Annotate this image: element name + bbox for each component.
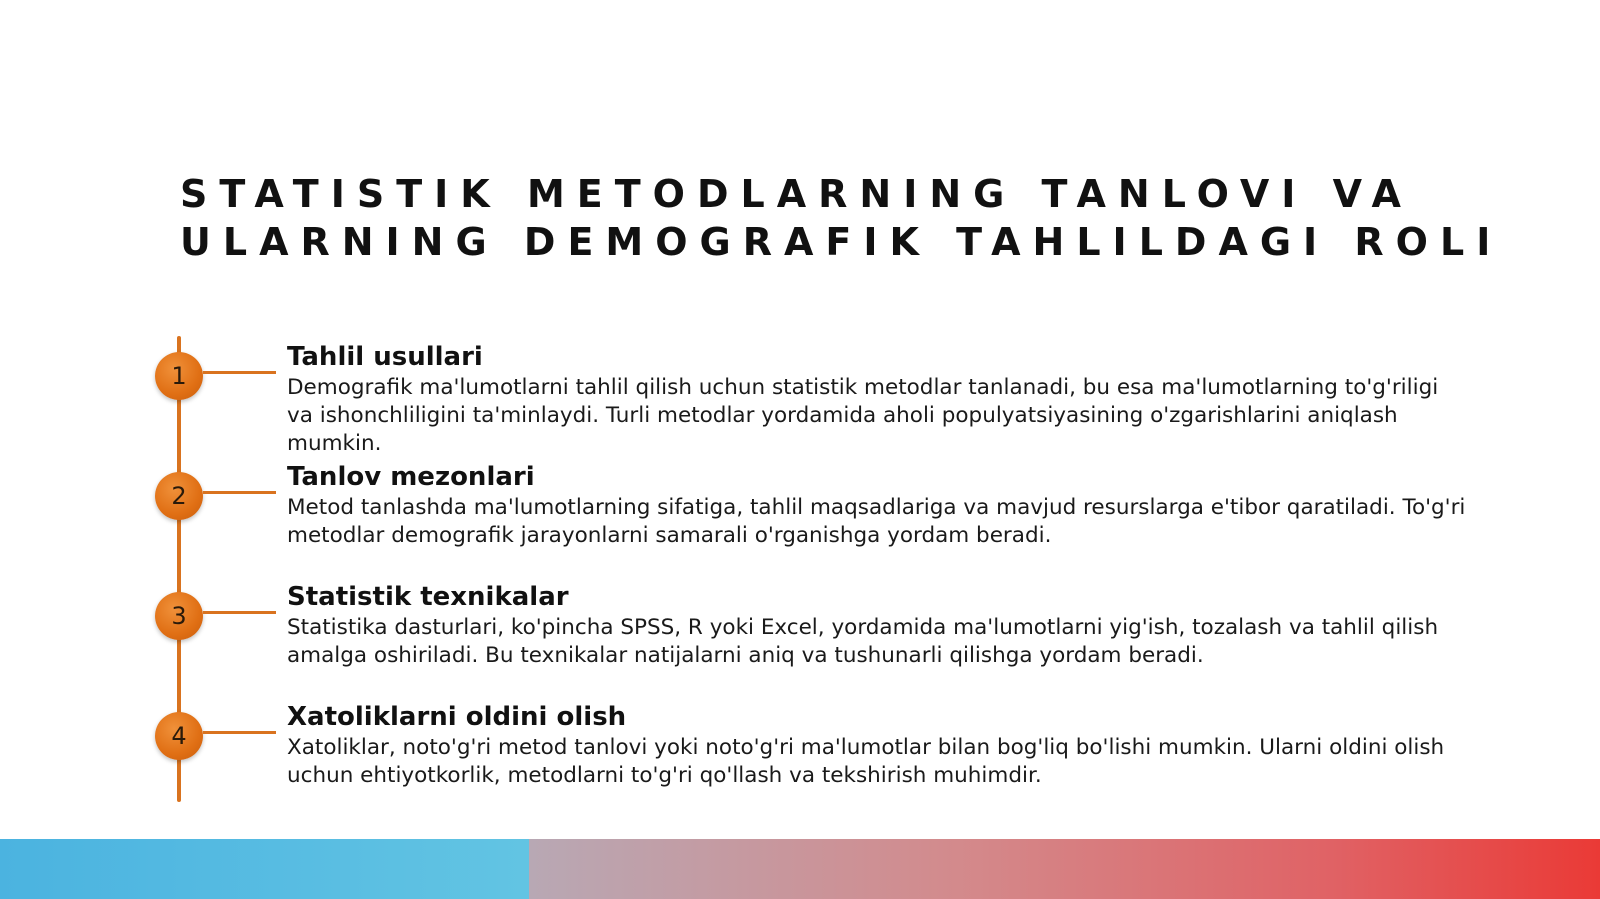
bottom-bar-gradient-segment bbox=[529, 839, 1600, 899]
step-description: Xatoliklar, noto'g'ri metod tanlovi yoki noto'g'ri ma'lumotlar bilan bog'liq bo'lishi mumkin. Ularni oldini olish uchun ehtiyotkorlik, metodlarni to'g'ri qo'llash va tekshirish muhimdir. bbox=[287, 735, 1445, 788]
step-description: Statistika dasturlari, ko'pincha SPSS, R yoki Excel, yordamida ma'lumotlarni yig'ish, tozalash va tahlil qilish amalga oshiriladi. Bu texnikalar natijalarni aniq va tushunarli qilishga yordam beradi. bbox=[287, 615, 1439, 668]
step-content bbox=[287, 460, 1467, 550]
step-heading: Statistik texnikalar bbox=[287, 582, 569, 612]
bottom-decorative-bar bbox=[0, 839, 1600, 899]
step-content bbox=[287, 580, 1467, 670]
bottom-bar-blue-segment bbox=[0, 839, 529, 899]
step-connector bbox=[203, 491, 276, 494]
step-content bbox=[287, 700, 1467, 790]
step-number-circle bbox=[155, 592, 203, 640]
slide-title-line-1: STATISTIK METODLARNING TANLOVI VA bbox=[180, 172, 1413, 216]
step-number-circle bbox=[155, 352, 203, 400]
step-heading: Tanlov mezonlari bbox=[287, 462, 535, 492]
step-connector bbox=[203, 371, 276, 374]
step-number: 2 bbox=[171, 482, 187, 510]
step-number: 1 bbox=[171, 362, 187, 390]
slide-title bbox=[180, 170, 1540, 266]
step-connector bbox=[203, 611, 276, 614]
step-heading: Xatoliklarni oldini olish bbox=[287, 702, 627, 732]
step-number: 4 bbox=[171, 722, 187, 750]
slide-title-line-2: ULARNING DEMOGRAFIK TAHLILDAGI ROLI bbox=[180, 220, 1503, 264]
step-number-circle bbox=[155, 472, 203, 520]
step-number: 3 bbox=[171, 602, 187, 630]
step-description: Metod tanlashda ma'lumotlarning sifatiga, tahlil maqsadlariga va mavjud resurslarga e'tibor qaratiladi. To'g'ri metodlar demografik jarayonlarni samarali o'rganishga yordam beradi. bbox=[287, 495, 1466, 548]
step-number-circle bbox=[155, 712, 203, 760]
step-description: Demografik ma'lumotlarni tahlil qilish uchun statistik metodlar tanlanadi, bu esa ma'lumotlarning to'g'riligi va ishonchliligini ta'minlaydi. Turli metodlar yordamida aholi populyatsiyasining o'zgarishlarini aniqlash mumkin. bbox=[287, 375, 1439, 456]
step-heading: Tahlil usullari bbox=[287, 342, 483, 372]
step-content bbox=[287, 340, 1467, 458]
step-connector bbox=[203, 731, 276, 734]
